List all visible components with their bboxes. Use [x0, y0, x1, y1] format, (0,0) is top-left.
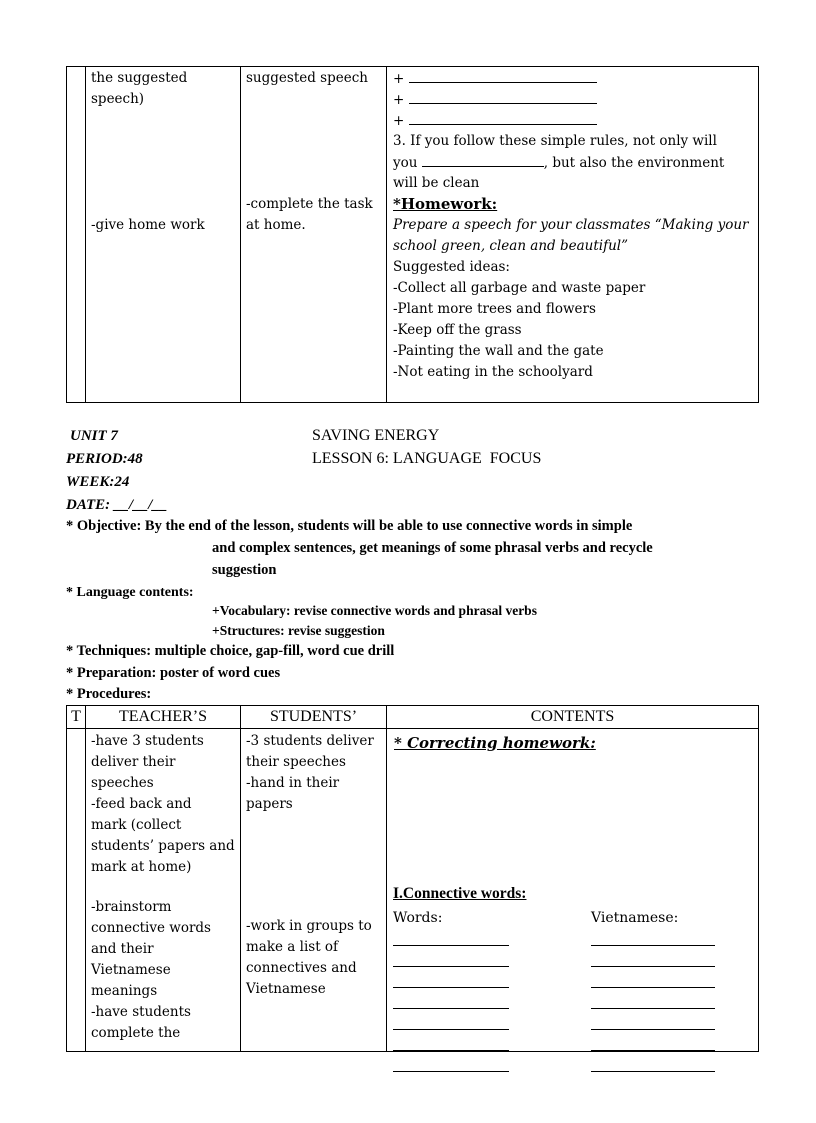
idea-item: -Collect all garbage and waste paper [393, 280, 646, 296]
connective-words-title: I.Connective words: [393, 885, 527, 902]
student-step: Vietnamese [246, 981, 326, 997]
words-label: Words: [393, 910, 443, 926]
vietnamese-label: Vietnamese: [591, 910, 679, 926]
procedures-table [66, 705, 759, 1052]
top-col-student [241, 67, 387, 403]
top-col-time [67, 67, 86, 403]
teacher-step: -have students [91, 1004, 191, 1020]
teacher-step: speeches [91, 775, 154, 791]
objective-line: and complex sentences, get meanings of some phrasal verbs and recycle [212, 540, 653, 556]
proc-col-teacher [86, 729, 241, 1052]
top-lesson-table [66, 66, 759, 403]
vietnamese-answer-lines [591, 925, 715, 1072]
preparation-line: * Preparation: poster of word cues [66, 665, 281, 681]
student-step: make a list of [246, 939, 339, 955]
teacher-line: the suggested [91, 70, 188, 86]
objective-line: * Objective: By the end of the lesson, students will be able to use connective words in simple [66, 518, 633, 534]
procedures-line: * Procedures: [66, 686, 152, 702]
exercise-item-3-end: will be clean [393, 175, 480, 191]
student-homework-line: -complete the task [246, 196, 373, 212]
date-label: DATE: __/__/__ [66, 497, 168, 513]
unit-label: UNIT 7 [70, 428, 118, 444]
words-answer-lines [393, 925, 509, 1072]
teacher-step: deliver their [91, 754, 176, 770]
week-label: WEEK:24 [66, 474, 130, 490]
proc-col-students [241, 729, 387, 1052]
proc-col-contents [387, 729, 759, 1052]
structures-line: +Structures: revise suggestion [212, 623, 385, 638]
student-step: connectives and [246, 960, 357, 976]
student-step: their speeches [246, 754, 346, 770]
exercise-item-3-gap: you , but also the environment [393, 152, 754, 173]
teacher-step: mark (collect [91, 817, 182, 833]
teacher-line: speech) [91, 91, 145, 107]
teacher-step: meanings [91, 983, 158, 999]
top-col-teacher [86, 67, 241, 403]
proc-col-time [67, 729, 86, 1052]
student-step: papers [246, 796, 293, 812]
period-label: PERIOD:48 [66, 451, 143, 467]
idea-item: -Not eating in the schoolyard [393, 364, 593, 380]
teacher-step: mark at home) [91, 859, 192, 875]
header-contents: CONTENTS [387, 706, 759, 729]
student-step: -3 students deliver [246, 733, 374, 749]
header-time: T [67, 706, 86, 729]
teacher-step: and their [91, 941, 154, 957]
language-contents-label: * Language contents: [66, 585, 194, 600]
student-homework-line: at home. [246, 217, 306, 233]
blank-line-item: + [393, 68, 754, 89]
header-teacher: TEACHER’S [86, 706, 241, 729]
student-step: -hand in their [246, 775, 340, 791]
exercise-item-3: 3. If you follow these simple rules, not only will [393, 133, 717, 149]
idea-item: -Keep off the grass [393, 322, 522, 338]
teacher-step: Vietnamese [91, 962, 171, 978]
ideas-title: Suggested ideas: [393, 259, 510, 275]
header-students: STUDENTS’ [241, 706, 387, 729]
top-col-contents [387, 67, 759, 403]
techniques-line: * Techniques: multiple choice, gap-fill, word cue drill [66, 643, 395, 659]
teacher-homework: -give home work [91, 217, 205, 233]
unit-title: SAVING ENERGY [312, 427, 440, 444]
idea-item: -Plant more trees and flowers [393, 301, 596, 317]
teacher-step: -brainstorm [91, 899, 172, 915]
teacher-step: complete the [91, 1025, 181, 1041]
idea-item: -Painting the wall and the gate [393, 343, 604, 359]
teacher-step: -feed back and [91, 796, 192, 812]
lesson-title: LESSON 6: LANGUAGE FOCUS [312, 450, 542, 467]
teacher-step: students’ papers and [91, 838, 235, 854]
vocabulary-line: +Vocabulary: revise connective words and phrasal verbs [212, 603, 537, 618]
teacher-step: -have 3 students [91, 733, 204, 749]
homework-title: *Homework: [393, 195, 498, 213]
blank-line-item: + [393, 89, 754, 110]
blank-line-item: + [393, 110, 754, 131]
student-line: suggested speech [246, 70, 368, 86]
objective-line: suggestion [212, 562, 277, 578]
teacher-step: connective words [91, 920, 211, 936]
homework-description: school green, clean and beautiful” [393, 238, 629, 254]
correcting-homework-title: * Correcting homework: [394, 734, 596, 752]
student-step: -work in groups to [246, 918, 372, 934]
homework-description: Prepare a speech for your classmates “Making your [393, 217, 749, 233]
